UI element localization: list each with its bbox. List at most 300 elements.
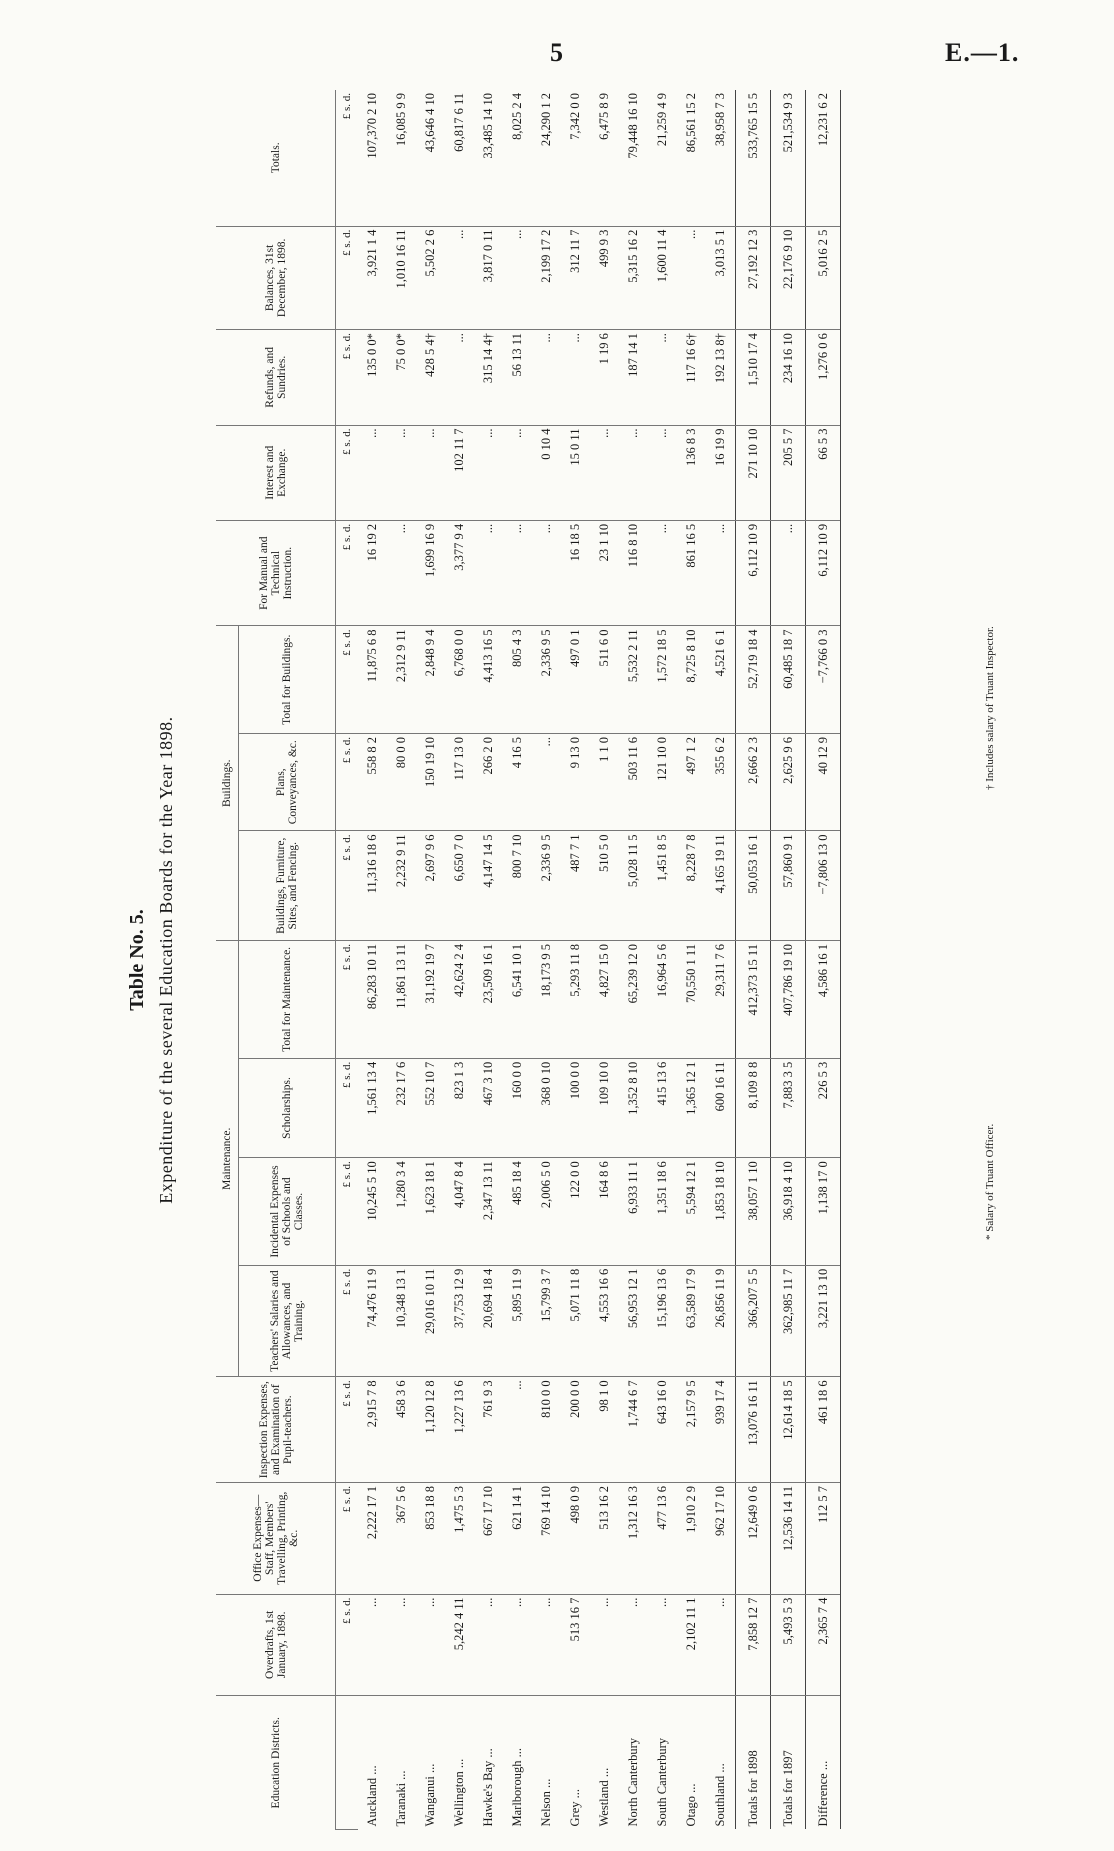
cell-scholarships: 1,352 8 10 bbox=[619, 1058, 648, 1157]
col-district: Education Districts. bbox=[216, 1696, 336, 1830]
cell-balances: 499 9 3 bbox=[590, 226, 619, 330]
cell-total-buildings: 8,725 8 10 bbox=[677, 626, 706, 734]
cell-overdrafts: 2,365 7 4 bbox=[806, 1594, 841, 1695]
totals-row bbox=[736, 90, 771, 1830]
cell-total-buildings: 5,532 2 11 bbox=[619, 626, 648, 734]
table-row bbox=[358, 90, 387, 1830]
cell-overdrafts: 7,858 12 7 bbox=[736, 1594, 771, 1695]
cell-salaries: 3,221 13 10 bbox=[806, 1265, 841, 1377]
cell-overdrafts: ... bbox=[358, 1594, 387, 1695]
cell-salaries: 366,207 5 5 bbox=[736, 1265, 771, 1377]
cell-overdrafts: ... bbox=[648, 1594, 677, 1695]
units-cell: £ s. d. bbox=[336, 1058, 359, 1157]
cell-interest: ... bbox=[590, 425, 619, 520]
cell-total-buildings: 4,521 6 1 bbox=[706, 626, 736, 734]
cell-office: 498 0 9 bbox=[561, 1482, 590, 1594]
cell-total-maintenance: 412,373 15 11 bbox=[736, 941, 771, 1059]
cell-manual: 6,112 10 9 bbox=[736, 520, 771, 626]
cell-total-maintenance: 42,624 2 4 bbox=[445, 941, 474, 1059]
cell-incidental: 1,853 18 10 bbox=[706, 1158, 736, 1266]
cell-buildings: 57,860 9 1 bbox=[771, 831, 806, 941]
cell-salaries: 26,856 11 9 bbox=[706, 1265, 736, 1377]
cell-incidental: 36,918 4 10 bbox=[771, 1158, 806, 1266]
cell-totals: 8,025 2 4 bbox=[503, 90, 532, 226]
cell-balances: 3,921 1 4 bbox=[358, 226, 387, 330]
cell-inspection: 1,120 12 8 bbox=[416, 1377, 445, 1483]
cell-district: Wellington ... bbox=[452, 1758, 466, 1827]
cell-incidental: 5,594 12 1 bbox=[677, 1158, 706, 1266]
cell-balances: 22,176 9 10 bbox=[771, 226, 806, 330]
cell-totals: 107,370 2 10 bbox=[358, 90, 387, 226]
cell-district: Taranaki ... bbox=[394, 1770, 408, 1827]
cell-manual: 16 19 2 bbox=[358, 520, 387, 626]
cell-refunds: ... bbox=[445, 330, 474, 425]
cell-interest: 66 5 3 bbox=[806, 425, 841, 520]
cell-scholarships: 552 10 7 bbox=[416, 1058, 445, 1157]
table-row bbox=[677, 90, 706, 1830]
col-inspection: Inspection Expenses, and Examination of Pupil-teachers. bbox=[216, 1377, 336, 1483]
cell-incidental: 485 18 4 bbox=[503, 1158, 532, 1266]
cell-overdrafts: 5,493 5 3 bbox=[771, 1594, 806, 1695]
cell-balances: ... bbox=[677, 226, 706, 330]
cell-buildings: 4,147 14 5 bbox=[474, 831, 503, 941]
table-row bbox=[416, 90, 445, 1830]
cell-refunds: 315 14 4† bbox=[474, 330, 503, 425]
table-title: Table No. 5. bbox=[126, 909, 148, 1011]
cell-district: Otago ... bbox=[684, 1783, 698, 1827]
cell-interest: 0 10 4 bbox=[532, 425, 561, 520]
cell-plans: 121 10 0 bbox=[648, 734, 677, 831]
cell-overdrafts: ... bbox=[387, 1594, 416, 1695]
rotated-table-sheet bbox=[126, 90, 1006, 1830]
table-row bbox=[387, 90, 416, 1830]
cell-district: Grey ... bbox=[568, 1789, 582, 1827]
cell-total-buildings: 497 0 1 bbox=[561, 626, 590, 734]
cell-total-buildings: 1,572 18 5 bbox=[648, 626, 677, 734]
cell-salaries: 5,071 11 8 bbox=[561, 1265, 590, 1377]
cell-incidental: 1,351 18 6 bbox=[648, 1158, 677, 1266]
cell-balances: ... bbox=[503, 226, 532, 330]
cell-scholarships: 109 10 0 bbox=[590, 1058, 619, 1157]
cell-buildings: 4,165 19 11 bbox=[706, 831, 736, 941]
units-cell: £ s. d. bbox=[336, 831, 359, 941]
cell-inspection: 810 0 0 bbox=[532, 1377, 561, 1483]
table-row bbox=[648, 90, 677, 1830]
cell-office: 621 14 1 bbox=[503, 1482, 532, 1594]
units-cell: £ s. d. bbox=[336, 1265, 359, 1377]
cell-office: 477 13 6 bbox=[648, 1482, 677, 1594]
difference-row bbox=[806, 90, 841, 1830]
cell-totals: 33,485 14 10 bbox=[474, 90, 503, 226]
cell-scholarships: 232 17 6 bbox=[387, 1058, 416, 1157]
table-row bbox=[706, 90, 736, 1830]
cell-plans: 80 0 0 bbox=[387, 734, 416, 831]
cell-total-maintenance: 5,293 11 8 bbox=[561, 941, 590, 1059]
col-scholarships: Scholarships. bbox=[239, 1058, 336, 1157]
cell-interest: 205 5 7 bbox=[771, 425, 806, 520]
cell-buildings: 487 7 1 bbox=[561, 831, 590, 941]
cell-balances: 312 11 7 bbox=[561, 226, 590, 330]
cell-totals: 60,817 6 11 bbox=[445, 90, 474, 226]
cell-overdrafts: ... bbox=[532, 1594, 561, 1695]
cell-district: Totals for 1898 bbox=[736, 1696, 771, 1830]
cell-plans: 1 1 0 bbox=[590, 734, 619, 831]
cell-interest: 102 11 7 bbox=[445, 425, 474, 520]
cell-plans: 558 8 2 bbox=[358, 734, 387, 831]
cell-balances: 5,315 16 2 bbox=[619, 226, 648, 330]
cell-plans: 266 2 0 bbox=[474, 734, 503, 831]
table-body bbox=[336, 90, 841, 1830]
cell-district: Hawke's Bay ... bbox=[481, 1748, 495, 1827]
units-cell: £ s. d. bbox=[336, 520, 359, 626]
units-row bbox=[336, 90, 359, 1830]
col-office: Office Expenses—Staff, Members' Travelling, Printing, &c. bbox=[216, 1482, 336, 1594]
cell-overdrafts: ... bbox=[503, 1594, 532, 1695]
cell-inspection: 98 1 0 bbox=[590, 1377, 619, 1483]
cell-office: 12,649 0 6 bbox=[736, 1482, 771, 1594]
group-maintenance: Maintenance. bbox=[216, 941, 239, 1377]
cell-inspection: 461 18 6 bbox=[806, 1377, 841, 1483]
cell-refunds: 234 16 10 bbox=[771, 330, 806, 425]
units-cell: £ s. d. bbox=[336, 1377, 359, 1483]
cell-refunds: 1 19 6 bbox=[590, 330, 619, 425]
table-subtitle: Expenditure of the several Education Boards for the Year 1898. bbox=[156, 716, 176, 1204]
group-buildings: Buildings. bbox=[216, 626, 239, 941]
col-incidental: Incidental Expenses of Schools and Classes. bbox=[239, 1158, 336, 1266]
units-cell: £ s. d. bbox=[336, 1158, 359, 1266]
cell-interest: 16 19 9 bbox=[706, 425, 736, 520]
cell-refunds: 187 14 1 bbox=[619, 330, 648, 425]
cell-totals: 21,259 4 9 bbox=[648, 90, 677, 226]
cell-buildings: 2,697 9 6 bbox=[416, 831, 445, 941]
cell-incidental: 122 0 0 bbox=[561, 1158, 590, 1266]
cell-total-maintenance: 31,192 19 7 bbox=[416, 941, 445, 1059]
cell-total-maintenance: 29,311 7 6 bbox=[706, 941, 736, 1059]
cell-salaries: 63,589 17 9 bbox=[677, 1265, 706, 1377]
cell-salaries: 15,196 13 6 bbox=[648, 1265, 677, 1377]
cell-district: South Canterbury bbox=[655, 1737, 669, 1827]
cell-totals: 6,475 8 9 bbox=[590, 90, 619, 226]
cell-total-buildings: 52,719 18 4 bbox=[736, 626, 771, 734]
cell-refunds: ... bbox=[532, 330, 561, 425]
cell-total-maintenance: 11,861 13 11 bbox=[387, 941, 416, 1059]
cell-balances: 27,192 12 3 bbox=[736, 226, 771, 330]
col-refunds: Refunds, and Sundries. bbox=[216, 330, 336, 425]
units-cell: £ s. d. bbox=[336, 1594, 359, 1695]
cell-office: 12,536 14 11 bbox=[771, 1482, 806, 1594]
cell-inspection: ... bbox=[503, 1377, 532, 1483]
cell-totals: 24,290 1 2 bbox=[532, 90, 561, 226]
cell-district: Totals for 1897 bbox=[771, 1696, 806, 1830]
cell-manual: 1,699 16 9 bbox=[416, 520, 445, 626]
cell-manual: ... bbox=[706, 520, 736, 626]
cell-overdrafts: ... bbox=[474, 1594, 503, 1695]
cell-office: 769 14 10 bbox=[532, 1482, 561, 1594]
cell-office: 1,312 16 3 bbox=[619, 1482, 648, 1594]
col-salaries: Teachers' Salaries and Allowances, and Training. bbox=[239, 1265, 336, 1377]
cell-manual: 23 1 10 bbox=[590, 520, 619, 626]
table-row bbox=[619, 90, 648, 1830]
cell-office: 962 17 10 bbox=[706, 1482, 736, 1594]
cell-salaries: 362,985 11 7 bbox=[771, 1265, 806, 1377]
cell-scholarships: 600 16 11 bbox=[706, 1058, 736, 1157]
cell-scholarships: 226 5 3 bbox=[806, 1058, 841, 1157]
cell-scholarships: 8,109 8 8 bbox=[736, 1058, 771, 1157]
col-interest: Interest and Exchange. bbox=[216, 425, 336, 520]
cell-total-buildings: 6,768 0 0 bbox=[445, 626, 474, 734]
cell-interest: ... bbox=[648, 425, 677, 520]
units-cell: £ s. d. bbox=[336, 330, 359, 425]
cell-refunds: 135 0 0* bbox=[358, 330, 387, 425]
cell-total-buildings: 11,875 6 8 bbox=[358, 626, 387, 734]
cell-total-buildings: −7,766 0 3 bbox=[806, 626, 841, 734]
table-row bbox=[532, 90, 561, 1830]
cell-total-maintenance: 18,173 9 5 bbox=[532, 941, 561, 1059]
table-row bbox=[445, 90, 474, 1830]
cell-plans: 503 11 6 bbox=[619, 734, 648, 831]
cell-inspection: 1,227 13 6 bbox=[445, 1377, 474, 1483]
cell-scholarships: 160 0 0 bbox=[503, 1058, 532, 1157]
cell-totals: 521,534 9 3 bbox=[771, 90, 806, 226]
cell-total-buildings: 4,413 16 5 bbox=[474, 626, 503, 734]
cell-manual: ... bbox=[474, 520, 503, 626]
cell-office: 367 5 6 bbox=[387, 1482, 416, 1594]
cell-salaries: 5,895 11 9 bbox=[503, 1265, 532, 1377]
cell-totals: 86,561 15 2 bbox=[677, 90, 706, 226]
cell-manual: 3,377 9 4 bbox=[445, 520, 474, 626]
cell-manual: 116 8 10 bbox=[619, 520, 648, 626]
cell-scholarships: 100 0 0 bbox=[561, 1058, 590, 1157]
cell-balances: 1,010 16 11 bbox=[387, 226, 416, 330]
cell-office: 853 18 8 bbox=[416, 1482, 445, 1594]
cell-totals: 533,765 15 5 bbox=[736, 90, 771, 226]
cell-overdrafts: ... bbox=[416, 1594, 445, 1695]
cell-scholarships: 415 13 6 bbox=[648, 1058, 677, 1157]
cell-plans: ... bbox=[532, 734, 561, 831]
cell-balances: 5,016 2 5 bbox=[806, 226, 841, 330]
units-cell: £ s. d. bbox=[336, 90, 359, 226]
cell-manual: ... bbox=[387, 520, 416, 626]
col-balances: Balances, 31st December, 1898. bbox=[216, 226, 336, 330]
cell-scholarships: 467 3 10 bbox=[474, 1058, 503, 1157]
cell-total-maintenance: 86,283 10 11 bbox=[358, 941, 387, 1059]
cell-buildings: 11,316 18 6 bbox=[358, 831, 387, 941]
cell-total-maintenance: 4,827 15 0 bbox=[590, 941, 619, 1059]
cell-totals: 16,085 9 9 bbox=[387, 90, 416, 226]
cell-buildings: 800 7 10 bbox=[503, 831, 532, 941]
cell-district: Auckland ... bbox=[365, 1765, 379, 1827]
cell-total-buildings: 805 4 3 bbox=[503, 626, 532, 734]
footnote-truant-inspector: † Includes salary of Truant Inspector. bbox=[984, 626, 996, 790]
cell-scholarships: 368 0 10 bbox=[532, 1058, 561, 1157]
cell-district: Southland ... bbox=[713, 1763, 727, 1827]
cell-incidental: 164 8 6 bbox=[590, 1158, 619, 1266]
cell-plans: 40 12 9 bbox=[806, 734, 841, 831]
cell-manual: ... bbox=[771, 520, 806, 626]
cell-plans: 117 13 0 bbox=[445, 734, 474, 831]
cell-manual: 6,112 10 9 bbox=[806, 520, 841, 626]
cell-balances: 3,013 5 1 bbox=[706, 226, 736, 330]
cell-balances: 3,817 0 11 bbox=[474, 226, 503, 330]
cell-totals: 7,342 0 0 bbox=[561, 90, 590, 226]
cell-overdrafts: ... bbox=[706, 1594, 736, 1695]
cell-buildings: 510 5 0 bbox=[590, 831, 619, 941]
col-overdrafts: Overdrafts, 1st January, 1898. bbox=[216, 1594, 336, 1695]
cell-buildings: 6,650 7 0 bbox=[445, 831, 474, 941]
cell-inspection: 2,157 9 5 bbox=[677, 1377, 706, 1483]
cell-overdrafts: 5,242 4 11 bbox=[445, 1594, 474, 1695]
units-cell: £ s. d. bbox=[336, 734, 359, 831]
cell-interest: ... bbox=[474, 425, 503, 520]
cell-refunds: 192 13 8† bbox=[706, 330, 736, 425]
table-row bbox=[503, 90, 532, 1830]
footnote-truant-officer: * Salary of Truant Officer. bbox=[984, 1123, 996, 1240]
cell-total-buildings: 2,312 9 11 bbox=[387, 626, 416, 734]
cell-interest: ... bbox=[358, 425, 387, 520]
cell-inspection: 761 9 3 bbox=[474, 1377, 503, 1483]
cell-district: Difference ... bbox=[806, 1696, 841, 1830]
cell-incidental: 4,047 8 4 bbox=[445, 1158, 474, 1266]
cell-office: 1,910 2 9 bbox=[677, 1482, 706, 1594]
cell-refunds: ... bbox=[561, 330, 590, 425]
cell-overdrafts: ... bbox=[590, 1594, 619, 1695]
cell-plans: 2,625 9 6 bbox=[771, 734, 806, 831]
col-plans: Plans, Conveyances, &c. bbox=[239, 734, 336, 831]
cell-salaries: 20,694 18 4 bbox=[474, 1265, 503, 1377]
col-total-maintenance: Total for Maintenance. bbox=[239, 941, 336, 1059]
units-cell: £ s. d. bbox=[336, 226, 359, 330]
cell-salaries: 10,348 13 1 bbox=[387, 1265, 416, 1377]
cell-scholarships: 823 1 3 bbox=[445, 1058, 474, 1157]
cell-manual: ... bbox=[648, 520, 677, 626]
cell-refunds: ... bbox=[648, 330, 677, 425]
cell-total-maintenance: 4,586 16 1 bbox=[806, 941, 841, 1059]
cell-total-maintenance: 23,509 16 1 bbox=[474, 941, 503, 1059]
cell-scholarships: 1,365 12 1 bbox=[677, 1058, 706, 1157]
cell-scholarships: 7,883 3 5 bbox=[771, 1058, 806, 1157]
cell-refunds: 117 16 6† bbox=[677, 330, 706, 425]
cell-inspection: 12,614 18 5 bbox=[771, 1377, 806, 1483]
expenditure-table bbox=[216, 90, 841, 1830]
cell-buildings: 8,228 7 8 bbox=[677, 831, 706, 941]
cell-office: 2,222 17 1 bbox=[358, 1482, 387, 1594]
cell-overdrafts: 513 16 7 bbox=[561, 1594, 590, 1695]
cell-balances: 5,502 2 6 bbox=[416, 226, 445, 330]
cell-incidental: 1,138 17 0 bbox=[806, 1158, 841, 1266]
cell-buildings: 2,336 9 5 bbox=[532, 831, 561, 941]
cell-office: 1,475 5 3 bbox=[445, 1482, 474, 1594]
document-reference: E.—1. bbox=[945, 38, 1020, 67]
cell-plans: 497 1 2 bbox=[677, 734, 706, 831]
col-total-buildings: Total for Buildings. bbox=[239, 626, 336, 734]
col-totals: Totals. bbox=[216, 90, 336, 226]
cell-office: 112 5 7 bbox=[806, 1482, 841, 1594]
cell-plans: 4 16 5 bbox=[503, 734, 532, 831]
cell-total-maintenance: 16,964 5 6 bbox=[648, 941, 677, 1059]
units-cell: £ s. d. bbox=[336, 1482, 359, 1594]
cell-total-buildings: 60,485 18 7 bbox=[771, 626, 806, 734]
cell-office: 513 16 2 bbox=[590, 1482, 619, 1594]
cell-plans: 355 6 2 bbox=[706, 734, 736, 831]
cell-buildings: −7,806 13 0 bbox=[806, 831, 841, 941]
cell-salaries: 29,016 10 11 bbox=[416, 1265, 445, 1377]
table-row bbox=[590, 90, 619, 1830]
units-cell bbox=[336, 1696, 359, 1830]
cell-total-maintenance: 6,541 10 1 bbox=[503, 941, 532, 1059]
cell-totals: 38,958 7 3 bbox=[706, 90, 736, 226]
table-row bbox=[561, 90, 590, 1830]
cell-incidental: 2,006 5 0 bbox=[532, 1158, 561, 1266]
cell-inspection: 939 17 4 bbox=[706, 1377, 736, 1483]
cell-balances: 2,199 17 2 bbox=[532, 226, 561, 330]
cell-scholarships: 1,561 13 4 bbox=[358, 1058, 387, 1157]
cell-total-maintenance: 407,786 19 10 bbox=[771, 941, 806, 1059]
cell-inspection: 2,915 7 8 bbox=[358, 1377, 387, 1483]
cell-plans: 2,666 2 3 bbox=[736, 734, 771, 831]
cell-salaries: 56,953 12 1 bbox=[619, 1265, 648, 1377]
cell-total-maintenance: 65,239 12 0 bbox=[619, 941, 648, 1059]
cell-interest: 15 0 11 bbox=[561, 425, 590, 520]
cell-district: Nelson ... bbox=[539, 1778, 553, 1827]
cell-inspection: 458 3 6 bbox=[387, 1377, 416, 1483]
cell-incidental: 2,347 13 11 bbox=[474, 1158, 503, 1266]
units-cell: £ s. d. bbox=[336, 425, 359, 520]
cell-plans: 9 13 0 bbox=[561, 734, 590, 831]
cell-total-buildings: 2,848 9 4 bbox=[416, 626, 445, 734]
cell-district: Marlborough ... bbox=[510, 1748, 524, 1827]
cell-balances: ... bbox=[445, 226, 474, 330]
cell-manual: ... bbox=[503, 520, 532, 626]
cell-refunds: 56 13 11 bbox=[503, 330, 532, 425]
cell-buildings: 5,028 11 5 bbox=[619, 831, 648, 941]
cell-balances: 1,600 11 4 bbox=[648, 226, 677, 330]
cell-inspection: 13,076 16 11 bbox=[736, 1377, 771, 1483]
cell-manual: ... bbox=[532, 520, 561, 626]
cell-total-maintenance: 70,550 1 11 bbox=[677, 941, 706, 1059]
cell-salaries: 4,553 16 6 bbox=[590, 1265, 619, 1377]
units-cell: £ s. d. bbox=[336, 941, 359, 1059]
cell-interest: ... bbox=[619, 425, 648, 520]
cell-interest: ... bbox=[503, 425, 532, 520]
cell-inspection: 1,744 6 7 bbox=[619, 1377, 648, 1483]
cell-salaries: 74,476 11 9 bbox=[358, 1265, 387, 1377]
cell-manual: 861 16 5 bbox=[677, 520, 706, 626]
cell-incidental: 38,057 1 10 bbox=[736, 1158, 771, 1266]
cell-interest: 136 8 3 bbox=[677, 425, 706, 520]
cell-overdrafts: 2,102 11 1 bbox=[677, 1594, 706, 1695]
cell-buildings: 50,053 16 1 bbox=[736, 831, 771, 941]
cell-total-buildings: 511 6 0 bbox=[590, 626, 619, 734]
cell-total-buildings: 2,336 9 5 bbox=[532, 626, 561, 734]
cell-buildings: 2,232 9 11 bbox=[387, 831, 416, 941]
page-number: 5 bbox=[550, 38, 563, 67]
cell-overdrafts: ... bbox=[619, 1594, 648, 1695]
cell-refunds: 1,510 17 4 bbox=[736, 330, 771, 425]
cell-district: Westland ... bbox=[597, 1767, 611, 1827]
cell-district: North Canterbury bbox=[626, 1737, 640, 1827]
cell-interest: 271 10 10 bbox=[736, 425, 771, 520]
cell-office: 667 17 10 bbox=[474, 1482, 503, 1594]
cell-incidental: 1,280 3 4 bbox=[387, 1158, 416, 1266]
cell-totals: 12,231 6 2 bbox=[806, 90, 841, 226]
cell-refunds: 428 5 4† bbox=[416, 330, 445, 425]
cell-interest: ... bbox=[416, 425, 445, 520]
cell-salaries: 15,799 3 7 bbox=[532, 1265, 561, 1377]
col-manual: For Manual and Technical Instruction. bbox=[216, 520, 336, 626]
cell-manual: 16 18 5 bbox=[561, 520, 590, 626]
cell-totals: 43,646 4 10 bbox=[416, 90, 445, 226]
cell-incidental: 10,245 5 10 bbox=[358, 1158, 387, 1266]
